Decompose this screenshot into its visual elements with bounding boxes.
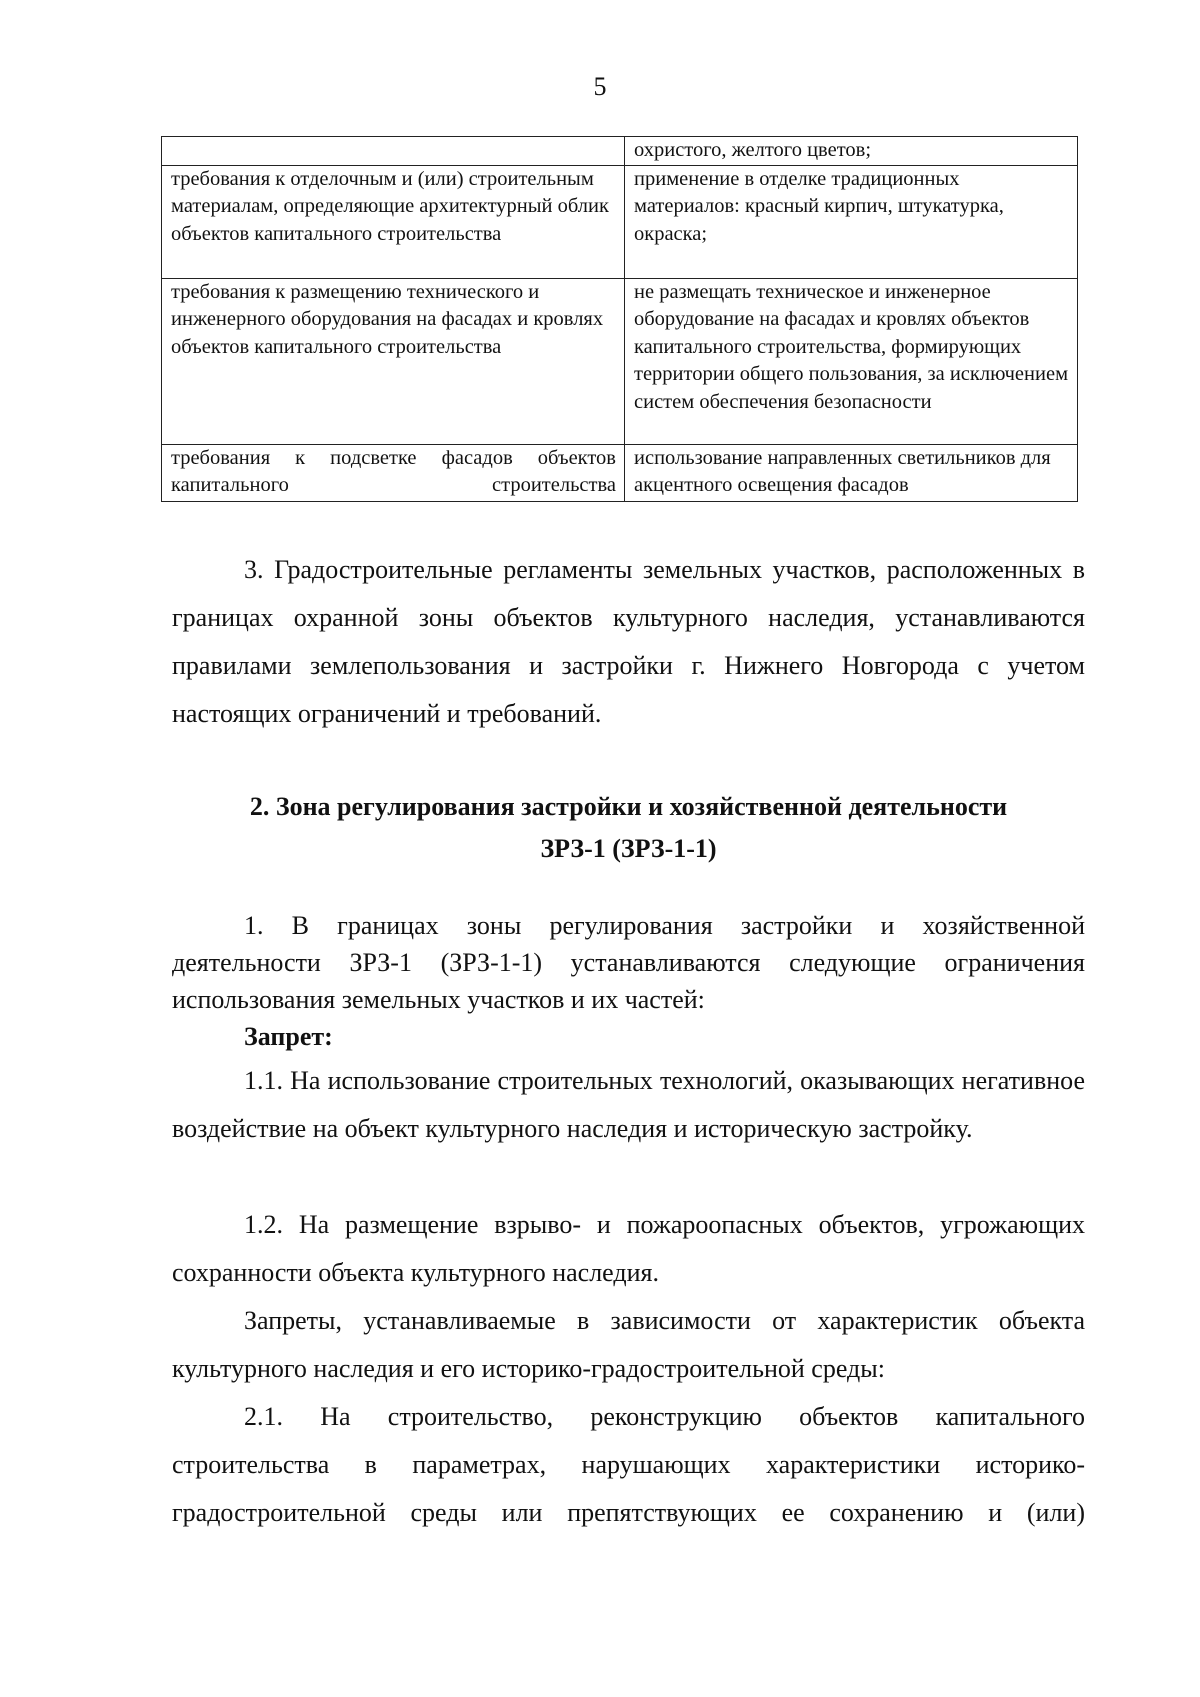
table-row: [162, 444, 1078, 501]
page-number: 5: [593, 72, 607, 101]
paragraph-3: 3. Градостроительные регламенты земельных участков, расположенных в границах охранной зоны объектов культурного наследия, устанавливаются правилами землепользования и застройки г. Нижнего Новгорода с учетом настоящих ограничений и требований.: [172, 555, 1085, 728]
table-cell-right: [625, 444, 1078, 501]
table-cell-left: требования к отделочным и (или) строительным материалам, определяющие архитектурный облик объектов капитального строительства: [162, 165, 625, 278]
paragraph-2-1: 2.1. На строительство, реконструкцию объектов капитального строительства в параметрах, нарушающих характеристики историко-градостроительной среды или препятствующих ее сохранению и (или): [172, 1402, 1085, 1527]
paragraph-1-1: 1.1. На использование строительных технологий, оказывающих негативное воздействие на объект культурного наследия и историческую застройку.: [172, 1066, 1085, 1143]
table-cell-left: [162, 444, 625, 501]
paragraph-1-2: 1.2. На размещение взрыво- и пожароопасных объектов, угрожающих сохранности объекта культурного наследия.: [172, 1210, 1085, 1287]
requirements-table: [161, 136, 1078, 502]
heading-line-2: ЗРЗ-1 (ЗРЗ-1-1): [540, 834, 717, 863]
table-cell-left-text: требования к подсветке фасадов объектов капитального строительства: [171, 446, 616, 496]
heading-line-1: 2. Зона регулирования застройки и хозяйственной деятельности: [249, 792, 1008, 821]
table-cell-right: охристого, желтого цветов;: [625, 137, 1078, 166]
table-row: [162, 165, 1078, 278]
table-cell-right: применение в отделке традиционных материалов: красный кирпич, штукатурка, окраска;: [625, 165, 1078, 278]
table-cell-right-text: использование направленных светильников для акцентного освещения фасадов: [634, 446, 1051, 496]
table-row: [162, 278, 1078, 444]
table-cell-right: не размещать техническое и инженерное оборудование на фасадах и кровлях объектов капитального строительства, формирующих территории общего пользования, за исключением систем обеспечения безопасности: [625, 278, 1078, 444]
table-cell-left: [162, 137, 625, 166]
section-heading: [172, 786, 1085, 870]
table-row: [162, 137, 1078, 166]
table-cell-left: требования к размещению технического и инженерного оборудования на фасадах и кровлях объектов капитального строительства: [162, 278, 625, 444]
prohibition-label: Запрет:: [244, 1022, 333, 1051]
paragraph-prohibitions-intro: Запреты, устанавливаемые в зависимости от характеристик объекта культурного наследия и его историко-градостроительной среды:: [172, 1306, 1085, 1383]
paragraph-1: 1. В границах зоны регулирования застройки и хозяйственной деятельности ЗРЗ-1 (ЗРЗ-1-1) устанавливаются следующие ограничения использования земельных участков и их частей:: [172, 911, 1085, 1014]
